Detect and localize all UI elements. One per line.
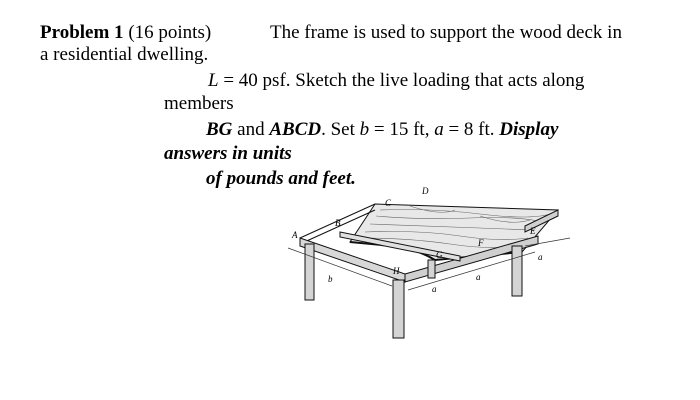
label-a-right: a	[538, 252, 543, 262]
display-word: Display	[499, 119, 559, 140]
problem-line-1	[40, 22, 211, 44]
label-C: C	[385, 198, 392, 208]
load-variable: L	[208, 70, 219, 91]
label-a-front-2: a	[476, 272, 481, 282]
label-D: D	[422, 186, 429, 196]
problem-points: (16 points)	[128, 22, 212, 43]
post-back	[428, 260, 435, 278]
set-text: . Set	[321, 119, 360, 140]
and-word: and	[232, 119, 270, 140]
var-a: a	[434, 119, 444, 140]
post-front	[393, 280, 404, 338]
label-F: F	[478, 238, 484, 248]
post-right	[512, 246, 522, 296]
problem-statement-line-3	[208, 70, 584, 92]
member-bg: BG	[206, 119, 233, 140]
member-abcd: ABCD	[269, 119, 322, 140]
label-B: B	[335, 218, 341, 228]
label-H: H	[393, 266, 400, 276]
label-A: A	[292, 230, 298, 240]
label-a-front-1: a	[432, 284, 437, 294]
problem-statement-line-1: The frame is used to support the wood deck in	[270, 22, 622, 43]
load-value: = 40 psf. Sketch the live loading that acts along	[218, 70, 585, 91]
problem-statement-line-5	[206, 119, 558, 141]
b-value: = 15 ft,	[369, 119, 435, 140]
deck-frame-figure	[280, 186, 580, 346]
problem-statement-line-2: a residential dwelling.	[40, 44, 209, 65]
deck-boards	[350, 204, 558, 260]
label-G: G	[436, 250, 443, 260]
problem-statement-line-6: answers in units	[164, 143, 292, 164]
problem-statement-line-7: of pounds and feet.	[206, 168, 356, 189]
label-b: b	[328, 274, 333, 284]
a-value: = 8 ft.	[443, 119, 500, 140]
post-left	[305, 244, 314, 300]
problem-statement-line-4: members	[164, 93, 234, 114]
var-b: b	[359, 119, 370, 140]
problem-heading: Problem 1	[40, 22, 124, 43]
label-E: E	[530, 226, 536, 236]
